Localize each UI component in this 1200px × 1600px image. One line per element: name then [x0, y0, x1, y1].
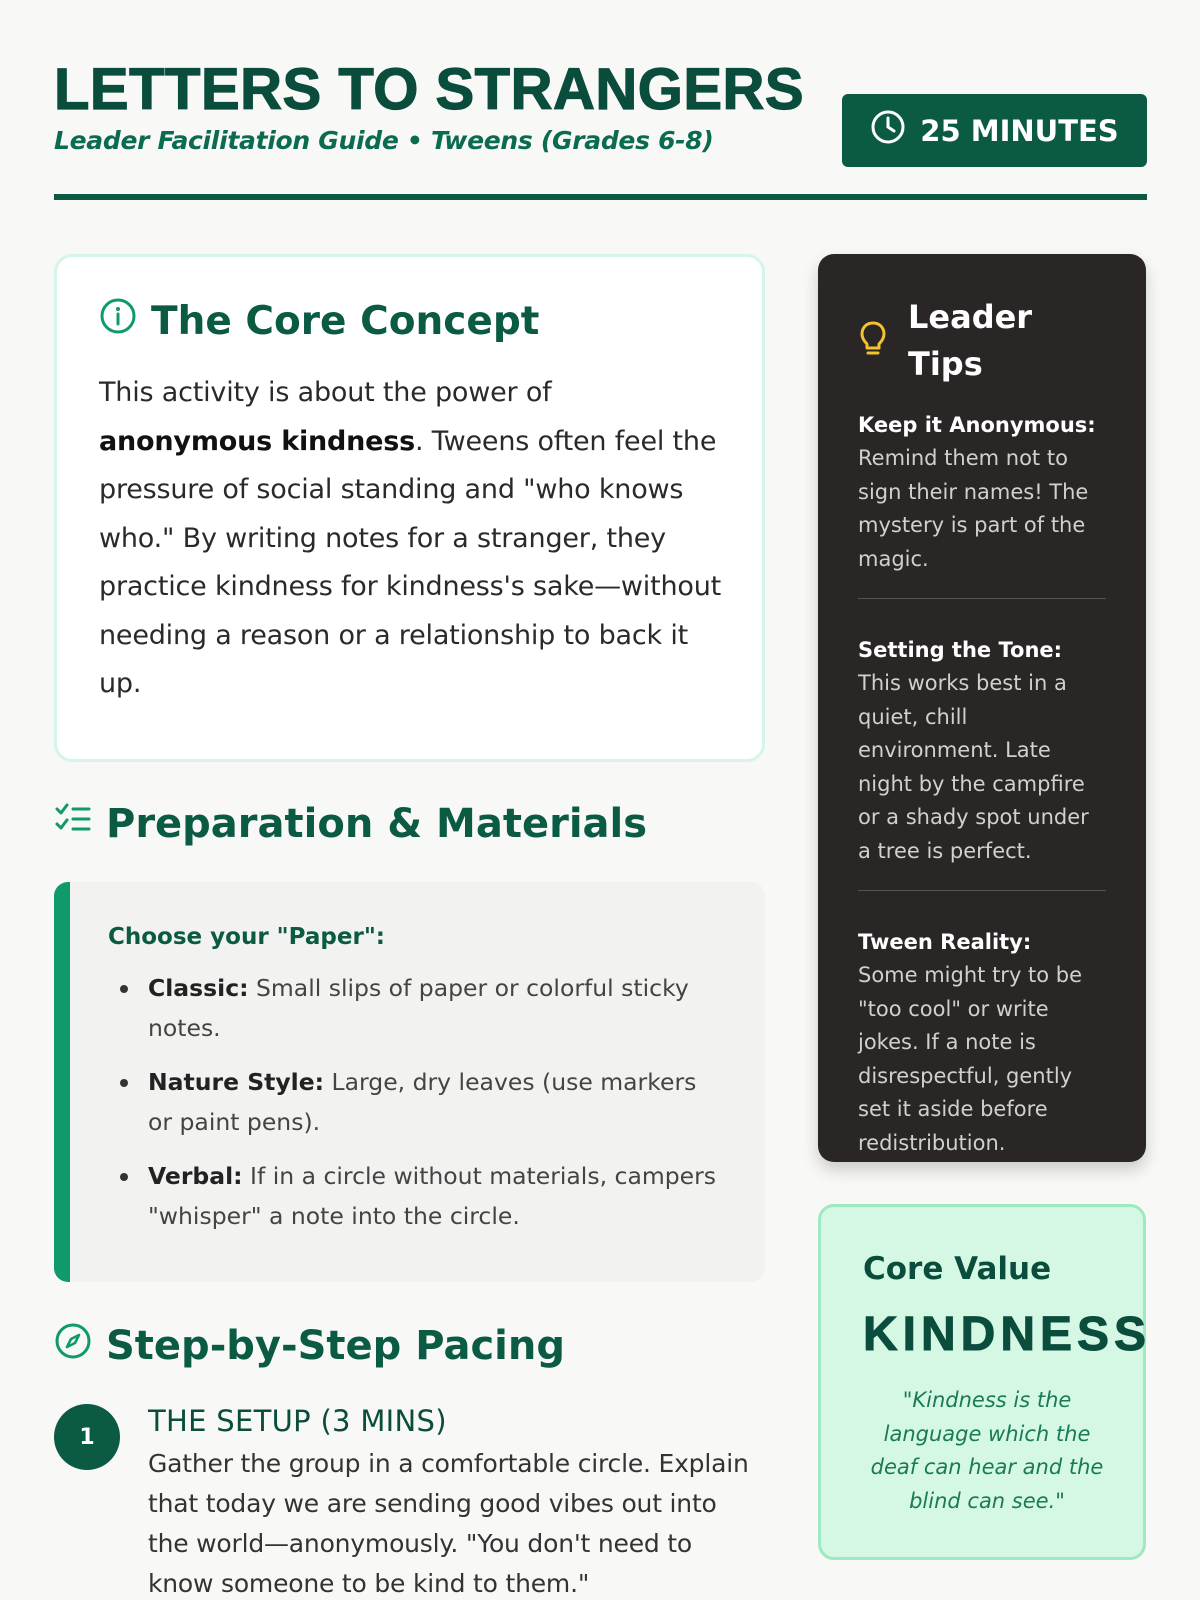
- page-header: [54, 52, 1147, 202]
- tip-label: Keep it Anonymous:: [858, 413, 1096, 437]
- tip-text: Some might try to be "too cool" or write jokes. If a note is disrespectful, gently set it aside before redistribution.: [858, 963, 1083, 1155]
- tip-label: Setting the Tone:: [858, 638, 1063, 662]
- concept-text-emphasis: anonymous kindness: [99, 425, 416, 457]
- item-label: Nature Style:: [148, 1068, 325, 1096]
- lightbulb-icon: [858, 319, 888, 363]
- list-item: [108, 1156, 725, 1236]
- core-concept-card: [54, 254, 765, 762]
- tip-text: This works best in a quiet, chill environment. Late night by the campfire or a shady spot under a tree is perfect.: [858, 671, 1089, 863]
- tip-text: Remind them not to sign their names! The mystery is part of the magic.: [858, 446, 1089, 571]
- step-title: THE SETUP (3 MINS): [148, 1404, 447, 1438]
- step-body: [148, 1404, 758, 1600]
- info-icon: [99, 297, 137, 345]
- duration-label: 25 MINUTES: [920, 113, 1119, 148]
- core-value-word: KINDNESS: [863, 1308, 1152, 1361]
- leader-tips-panel: [818, 254, 1146, 1162]
- concept-text-body: . Tweens often feel the pressure of social standing and "who knows who." By writing notes for a stranger, they practice kindness for kindness's sake—without needing a reason or a relationship to back it up.: [99, 425, 722, 699]
- core-value-quote: "Kindness is the language which the deaf can hear and the blind can see.": [870, 1388, 1104, 1513]
- preparation-heading: [54, 800, 647, 848]
- page-subtitle: Leader Facilitation Guide • Tweens (Grades 6-8): [54, 126, 714, 155]
- core-concept-text: [99, 369, 722, 709]
- list-item: [108, 968, 725, 1048]
- core-value-label: Core Value: [863, 1251, 1052, 1287]
- checklist-icon: [54, 800, 92, 848]
- leader-tips-header: [858, 294, 1106, 388]
- clock-icon: [870, 109, 906, 152]
- concept-text-intro: This activity is about the power of: [99, 377, 552, 408]
- item-text: Large, dry leaves (use markers or paint pens).: [148, 1068, 697, 1136]
- list-item: [108, 1062, 725, 1142]
- compass-icon: [54, 1322, 92, 1370]
- step-number: 1: [54, 1404, 120, 1470]
- item-label: Verbal:: [148, 1162, 243, 1190]
- tip-item: [858, 633, 1106, 891]
- leader-tips-title: Leader Tips: [908, 298, 1033, 383]
- duration-badge: [842, 94, 1147, 167]
- tip-item: [858, 925, 1106, 1182]
- item-label: Classic:: [148, 974, 249, 1002]
- pacing-heading: [54, 1322, 565, 1370]
- materials-panel: [54, 882, 765, 1282]
- step-text: Gather the group in a comfortable circle. Explain that today we are sending good vibes out into the world—anonymously. "You don't need to know someone to be kind to them.": [148, 1449, 749, 1598]
- pacing-title: Step-by-Step Pacing: [106, 1323, 565, 1369]
- materials-list: [108, 968, 725, 1236]
- materials-heading: Choose your "Paper":: [108, 924, 385, 950]
- core-value-card: [818, 1204, 1152, 1560]
- header-divider: [54, 194, 1147, 200]
- item-text: If in a circle without materials, campers "whisper" a note into the circle.: [148, 1162, 717, 1230]
- item-text: Small slips of paper or colorful sticky notes.: [148, 974, 689, 1042]
- core-concept-heading: [99, 297, 722, 345]
- tip-item: [858, 408, 1106, 599]
- tip-label: Tween Reality:: [858, 930, 1032, 954]
- core-concept-title: The Core Concept: [151, 298, 540, 344]
- page-title: LETTERS TO STRANGERS: [54, 57, 805, 122]
- preparation-title: Preparation & Materials: [106, 801, 648, 847]
